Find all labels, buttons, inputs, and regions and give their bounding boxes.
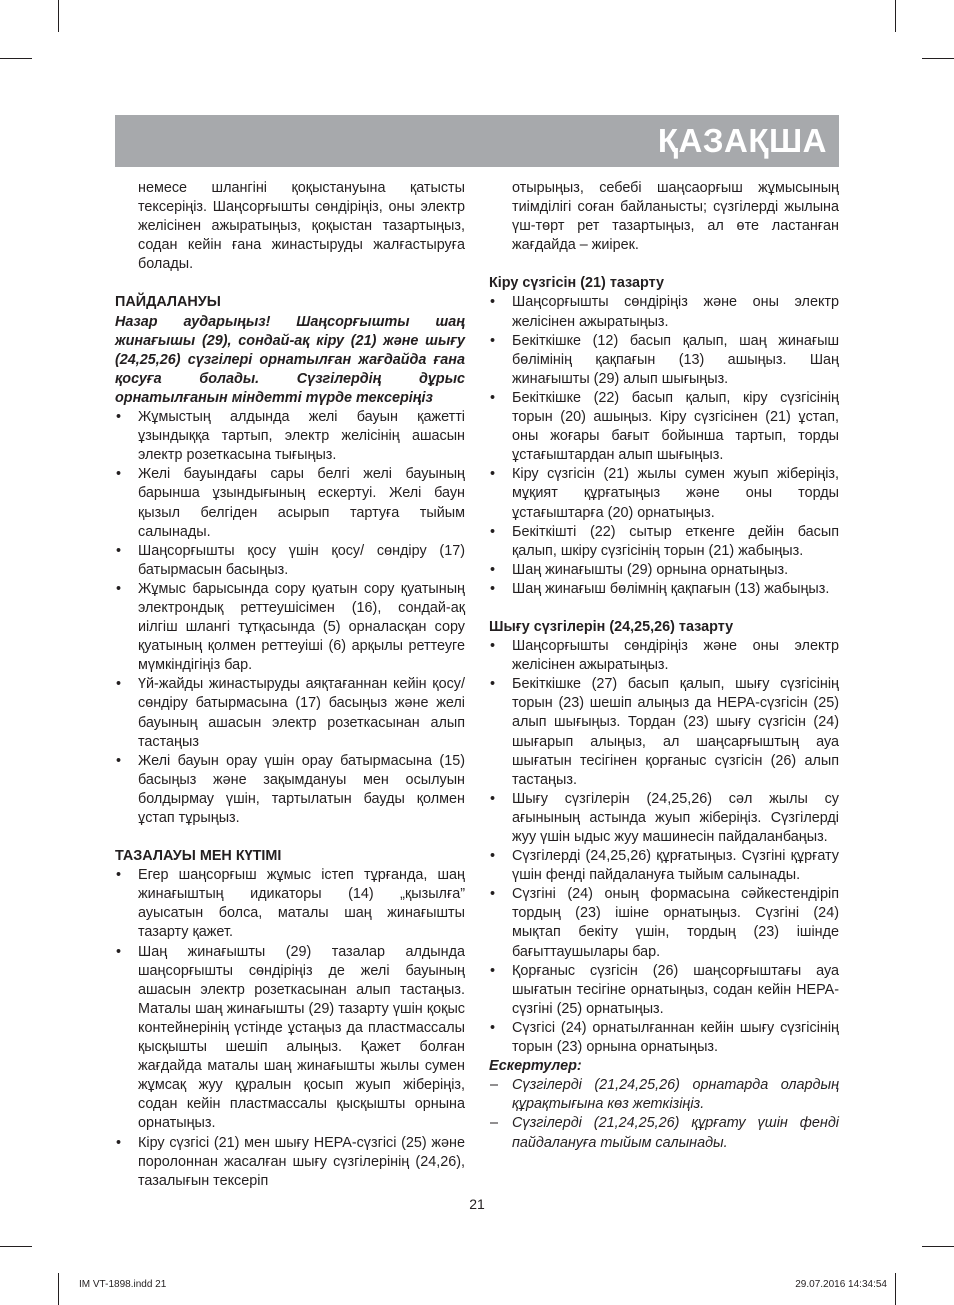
- crop-mark: [58, 1273, 59, 1305]
- inlet-filter-list: [489, 293, 839, 599]
- section-heading-outlet-filters: Шығу сүзгілерін (24,25,26) тазарту: [489, 618, 734, 635]
- footer-timestamp: 29.07.2016 14:34:54: [795, 1279, 887, 1290]
- list-item: • Шаңсорғышты сөндіріңіз және оны электр желісінен ажыратыңыз.: [489, 293, 839, 331]
- list-item: • Жұмыс барысында сору қуатын сору қуатының электрондық реттеушісімен (16), сондай-ақ иілгіш шлангі тұтқасында (5) орналасқан сору қуатының қолмен реттеуіші (6) арқылы реттеуге мүмкіндігіңіз бар.: [115, 580, 465, 675]
- list-item: • Сүзгісі (24) орнатылғаннан кейін шығу сүзгісінің торын (23) орнына орнатыңыз.: [489, 1019, 839, 1057]
- list-item: • Жұмыстың алдында желі бауын қажетті ұзындыққа тартып, электр желісінің ашасын электр розеткасына тығыңыз.: [115, 408, 465, 465]
- crop-mark: [58, 0, 59, 32]
- notes-list: [489, 1076, 839, 1152]
- list-item: • Шаң жинағыш бөлімнің қақпағын (13) жабыңыз.: [489, 580, 839, 599]
- list-item: • Бекіткішке (12) басып қалып, шаң жинағыш бөлімінің қақпағын (13) ашыңыз. Шаң жинағышты (29) алып шығыңыз.: [489, 332, 839, 389]
- list-item: • Шаң жинағышты (29) орнына орнатыңыз.: [489, 561, 839, 580]
- usage-list: [115, 408, 465, 828]
- list-item: • Сүзгіні (24) оның формасына сәйкестендіріп тордың (23) ішіне орнатыңыз. Сүзгіні (24) мықтап бекіту үшін, тордың (23) ішінде бағыттаушылары бар.: [489, 885, 839, 961]
- note-item: – Сүзгілерді (21,24,25,26) орнатарда олардың құрақтығына көз жеткізіңіз.: [489, 1076, 839, 1114]
- list-item: • Сүзгілерді (24,25,26) құрғатыңыз. Сүзгіні құрғату үшін фенді пайдалануға тыйым салынады.: [489, 847, 839, 885]
- outlet-filter-list: [489, 637, 839, 1057]
- continued-paragraph: немесе шлангіні қоқыстануына қатысты тексеріңіз. Шаңсорғышты сөндіріңіз, оны электр желісінен ажыратыңыз, қоқыстан тазартыңыз, содан кейін ғана жинастыруды жалғастыруға болады.: [138, 180, 465, 273]
- list-item: • Шығу сүзгілерін (24,25,26) сәл жылы су ағынының астында жуып жіберіңіз. Сүзгілерді жуу үшін ыдыс жуу машинесін пайдаланбаңыз.: [489, 790, 839, 847]
- crop-mark: [895, 0, 896, 32]
- crop-mark: [922, 1246, 954, 1247]
- crop-mark: [895, 1273, 896, 1305]
- list-item: • Үй-жайды жинастыруды аяқтағаннан кейін қосу/сөндіру батырмасына (17) басыңыз және желі бауының ашасын электр розеткасынан алып тастаңыз: [115, 675, 465, 751]
- notes-heading: Ескертулер:: [489, 1058, 582, 1075]
- page-number: 21: [469, 1196, 485, 1212]
- list-item: • Шаңсорғышты сөндіріңіз және оны электр желісінен ажыратыңыз.: [489, 637, 839, 675]
- list-item: • Кіру сүзгісін (21) жылы сумен жуып жіберіңіз, мұқият құрғатыңыз және оны торды ұстағыштарға (20) орнатыңыз.: [489, 465, 839, 522]
- crop-mark: [0, 1246, 32, 1247]
- list-item: • Шаң жинағышты (29) тазалар алдында шаңсорғышты сөндіріңіз де желі бауының ашасын электр розеткасынан алып тастаңыз. Маталы шаң жинағышты (29) тазарту үшін қоқыс контейнерінің үстінде ұстаңыз да пластмассалы қысқышты шешіп алыңыз. Қажет болған жағдайда маталы шаң жинағышты жылы сумен жұмсақ жуу құралын қосып жуып жіберіңіз, содан кейін пластмассалы қысқышты орнына орнатыңыз.: [115, 943, 465, 1134]
- note-item: – Сүзгілерді (21,24,25,26) құрғату үшін фенді пайдалануға тыйым салынады.: [489, 1114, 839, 1152]
- list-item: • Егер шаңсорғыш жұмыс істеп тұрғанда, шаң жинағыштың идикаторы (14) „қызылға” ауысатын болса, маталы шаң жинағышты тазарту қажет.: [115, 866, 465, 942]
- left-column: [115, 179, 465, 1191]
- section-heading-usage: ПАЙДАЛАНУЫ: [115, 294, 221, 311]
- footer-file-info: IM VT-1898.indd 21: [79, 1279, 167, 1290]
- care-list: [115, 866, 465, 1191]
- list-item: • Желі бауындағы сары белгі желі бауының барынша ұзындығының ескертуі. Желі баун қызыл белгіден асырып тартуға тыйым салынады.: [115, 465, 465, 541]
- language-header-bar: [115, 115, 839, 167]
- crop-mark: [0, 58, 32, 59]
- usage-warning: Назар аударыңыз! Шаңсорғышты шаң жинағышы (29), сондай-ақ кіру (21) және шығу (24,25,26) сүзгілері орнатылған жағдайда ғана қосуға болады. Сүзгілердің дұрыс орнатылғанын міндетті түрде тексеріңіз: [115, 313, 465, 406]
- list-item: • Кіру сүзгісі (21) мен шығу HEPA-сүзгісі (25) және поролоннан жасалған шығу сүзгілерінің (24,26), тазалығын тексеріп: [115, 1134, 465, 1191]
- list-item: • Бекіткішке (22) басып қалып, кіру сүзгісінің торын (20) ашыңыз. Кіру сүзгісінен (21) ұстап, оны жоғары бағыт бойынша тартып, торды ұстағыштардан алып шығыңыз.: [489, 389, 839, 465]
- right-column: [489, 179, 839, 1153]
- list-item: • Желі бауын орау үшін орау батырмасына (15) басыңыз және зақымдануы мен осылуын болдырмау үшін, тартылатын бауды қолмен ұстап тұрыңыз.: [115, 752, 465, 828]
- section-heading-inlet-filter: Кіру сүзгісін (21) тазарту: [489, 275, 665, 292]
- list-item: • Бекіткішті (22) сытыр еткенге дейін басып қалып, шкіру сүзгісінің торын (21) жабыңыз.: [489, 523, 839, 561]
- list-item: • Қорғаныс сүзгісін (26) шаңсорғыштағы ауа шығатын тесігіне орнатыңыз, содан кейін HEPA-сүзгіні (25) орнатыңыз.: [489, 962, 839, 1019]
- continued-paragraph: отырыңыз, себебі шаңсаорғыш жұмысының тиімділігі соған байланысты; сүзгілерді жылына үш-төрт рет тазартыңыз, ал өте ластанған жағдайда – жиірек.: [512, 180, 839, 254]
- crop-mark: [922, 58, 954, 59]
- list-item: • Бекіткішке (27) басып қалып, шығу сүзгісінің торын (23) шешіп алыңыз да HEPA-сүзгісін (25) алып шығыңыз. Тордан (23) шығу сүзгісін (24) шығарып алыңыз, ал шаңсарғыштың ауа шығатын тесігінен қорғаныс сүзгісін (26) алып тастаңыз.: [489, 675, 839, 790]
- list-item: • Шаңсорғышты қосу үшін қосу/ сөндіру (17) батырмасын басыңыз.: [115, 542, 465, 580]
- section-heading-care: ТАЗАЛАУЫ МЕН КҮТІМІ: [115, 848, 282, 865]
- page-title: ҚАЗАҚША: [657, 122, 827, 159]
